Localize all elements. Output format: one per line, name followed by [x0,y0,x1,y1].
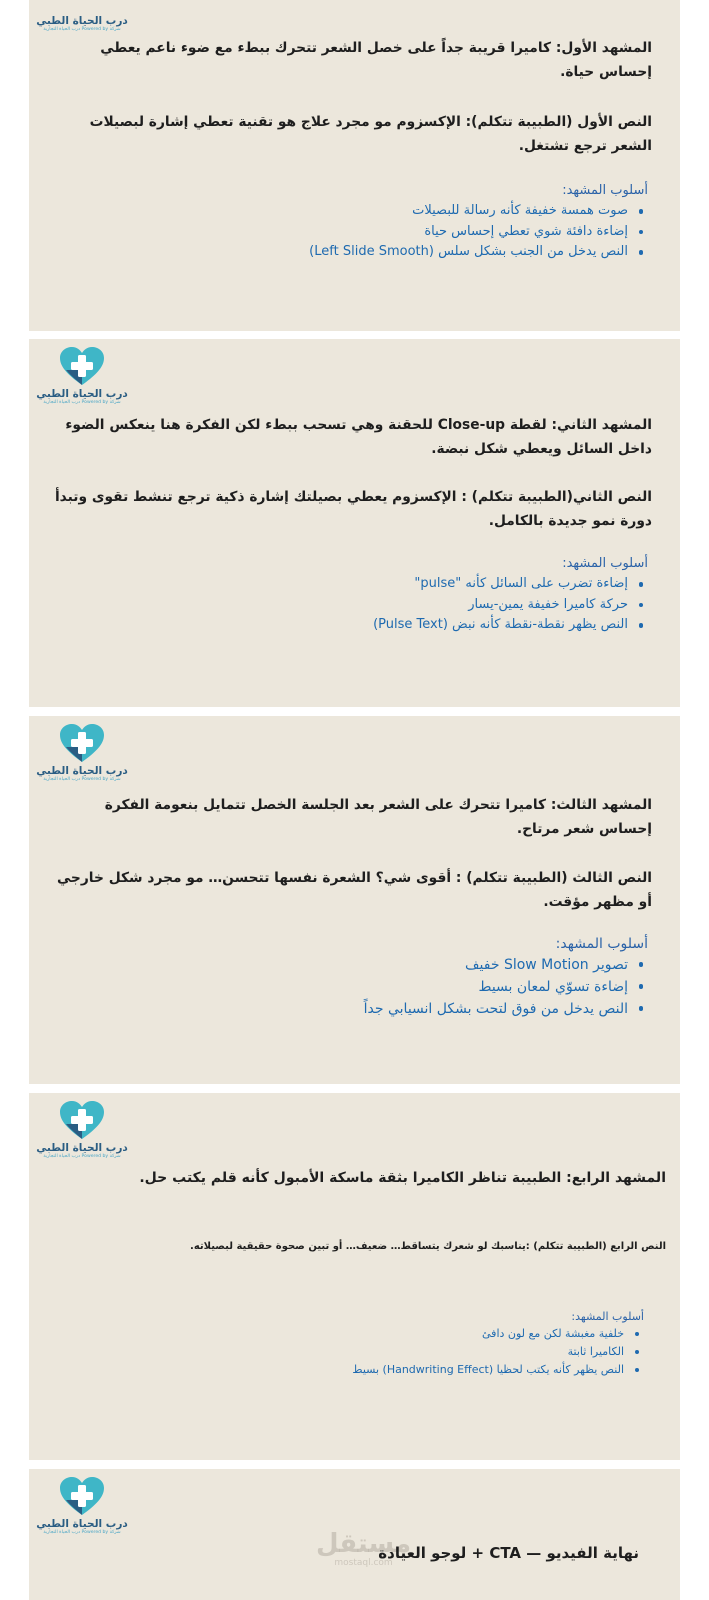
clinic-logo [36,724,128,783]
heart-cross-icon [58,1101,106,1141]
heart-cross-icon [58,724,106,764]
scene-style [51,1308,644,1379]
watermark-url: mostaql.com [334,1558,393,1568]
list-item: خلفية مغبشة لكن مع لون دافئ [51,1325,644,1343]
style-title: أسلوب المشهد: [562,556,648,571]
logo-name: درب الحياة الطبي [36,1142,128,1154]
logo-name: درب الحياة الطبي [36,765,128,777]
scene-description: المشهد الأول: كاميرا قريبة جداً على خصل الشعر تتحرك ببطء مع ضوء ناعم يعطي إحساس حياة. [100,40,652,80]
list-item: إضاءة دافئة شوي تعطي إحساس حياة [51,222,648,243]
final-text: نهاية الفيديو — CTA + لوجو العيادة [378,1544,639,1562]
style-list [51,954,648,1020]
scene-card-4 [29,1093,680,1460]
list-item: النص يظهر نقطة-نقطة كأنه نبض (Pulse Text) [51,615,648,636]
scene-style [51,554,648,636]
list-item: تصوير Slow Motion خفيف [51,954,648,976]
list-item: النص يدخل من الجنب بشكل سلس (Left Slide Smooth) [51,242,648,263]
list-item: صوت همسة خفيفة كأنه رسالة للبصيلات [51,201,648,222]
scene-description: المشهد الثاني: لقطة Close-up للحقنة وهي تسحب ببطء لكن الفكرة هنا ينعكس الضوء داخل السائل ويعطي شكل نبضة. [65,417,652,457]
logo-name: درب الحياة الطبي [36,388,128,400]
logo-subtitle: شركة Powered by درب الحياة التجارية [43,27,121,32]
speech-text: النص الأول (الطبيبة تتكلم): الإكسزوم مو مجرد علاج هو تقنية تعطي إشارة لبصيلات الشعر ترجع تشتغل. [89,114,652,154]
logo-name: درب الحياة الطبي [36,15,128,27]
heart-cross-icon [58,1477,106,1517]
logo-subtitle: شركة Powered by درب الحياة التجارية [43,777,121,782]
list-item: الكاميرا ثابتة [51,1343,644,1361]
speech-text: النص الرابع (الطبيبة تتكلم) :يناسبك لو شعرك يتساقط… ضعيف… أو تبين صحوة حقيقية لبصيلاته. [190,1241,666,1252]
scene-style [51,181,648,263]
scene-card-1 [29,0,680,331]
style-list [51,574,648,636]
style-title: أسلوب المشهد: [562,183,648,198]
logo-subtitle: شركة Powered by درب الحياة التجارية [43,1154,121,1159]
heart-cross-icon [58,347,106,387]
list-item: إضاءة تسوّي لمعان بسيط [51,976,648,998]
clinic-logo [36,1477,128,1536]
clinic-logo [36,1101,128,1160]
list-item: النص يدخل من فوق لتحت بشكل انسيابي جداً [51,998,648,1020]
style-list [51,201,648,263]
style-title: أسلوب المشهد: [571,1310,644,1323]
scene-card-3 [29,716,680,1084]
clinic-logo [36,14,128,33]
watermark-brand: مستقل [316,1529,412,1559]
scene-card-2 [29,339,680,707]
logo-subtitle: شركة Powered by درب الحياة التجارية [43,400,121,405]
style-title: أسلوب المشهد: [555,936,648,952]
speech-text: النص الثاني(الطبيبة تتكلم) : الإكسزوم يعطي بصيلتك إشارة ذكية ترجع تنشط تقوى وتبدأ دورة نمو جديدة بالكامل. [54,489,652,529]
list-item: حركة كاميرا خفيفة يمين-يسار [51,595,648,616]
logo-name: درب الحياة الطبي [36,1518,128,1530]
clinic-logo [36,347,128,406]
logo-subtitle: شركة Powered by درب الحياة التجارية [43,1530,121,1535]
scene-description: المشهد الرابع: الطبيبة تناظر الكاميرا بثقة ماسكة الأمبول كأنه قلم يكتب حل. [139,1170,666,1186]
speech-text: النص الثالث (الطبيبة تتكلم) : أقوى شي؟ الشعرة نفسها تتحسن… مو مجرد شكل خارجي أو مظهر مؤقت. [56,870,652,910]
list-item: النص يظهر كأنه يكتب لحظيا (Handwriting Effect) بسيط [51,1361,644,1379]
list-item: إضاءة تضرب على السائل كأنه "pulse" [51,574,648,595]
style-list [51,1325,644,1379]
scene-description: المشهد الثالث: كاميرا تتحرك على الشعر بعد الجلسة الخصل تتمايل بنعومة الفكرة إحساس شعر مرتاح. [104,797,652,837]
scene-style [51,934,648,1020]
